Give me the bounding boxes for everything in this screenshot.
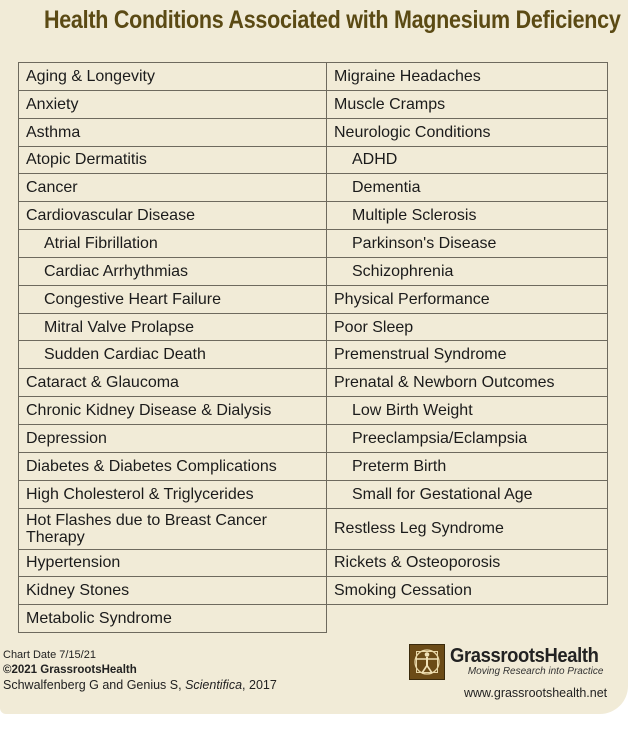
table-cell: Sudden Cardiac Death [19,341,327,369]
chart-date: Chart Date 7/15/21 [3,649,96,661]
table-cell: Atopic Dermatitis [19,146,327,174]
table-cell: Diabetes & Diabetes Complications [19,452,327,480]
table-cell: Asthma [19,118,327,146]
table-cell: Preterm Birth [327,452,608,480]
table-row [19,285,608,313]
table-cell: Small for Gestational Age [327,480,608,508]
website-link[interactable]: www.grassrootshealth.net [464,686,608,700]
conditions-table [18,62,608,633]
table-cell: Neurologic Conditions [327,118,608,146]
table-cell: Poor Sleep [327,313,608,341]
table-cell: Cardiovascular Disease [19,202,327,230]
table-row [19,202,608,230]
table-row [19,63,608,91]
logo-name: GrassrootsHealth [450,645,599,667]
table-cell: Cancer [19,174,327,202]
table-row [19,605,608,633]
vitruvian-man-icon [409,644,445,680]
table-row [19,480,608,508]
table-cell: Muscle Cramps [327,90,608,118]
citation-year: , 2017 [242,678,277,692]
table-cell: Cataract & Glaucoma [19,369,327,397]
empty-cell [327,605,608,633]
logo-text [450,646,611,678]
table-cell: Atrial Fibrillation [19,230,327,258]
table-cell: Hypertension [19,549,327,577]
table-row [19,257,608,285]
table-row [19,90,608,118]
table-cell: Metabolic Syndrome [19,605,327,633]
table-row [19,452,608,480]
table-cell: Premenstrual Syndrome [327,341,608,369]
table-cell: High Cholesterol & Triglycerides [19,480,327,508]
table-cell: Smoking Cessation [327,577,608,605]
table-cell: Dementia [327,174,608,202]
footer-credits [3,648,277,693]
table-cell: Prenatal & Newborn Outcomes [327,369,608,397]
table-cell: Restless Leg Syndrome [327,508,608,549]
table-cell: Low Birth Weight [327,397,608,425]
citation-journal: Scientifica [185,678,243,692]
table-row [19,174,608,202]
table-row [19,508,608,549]
table-cell: Preeclampsia/Eclampsia [327,424,608,452]
table-row [19,397,608,425]
table-cell: Migraine Headaches [327,63,608,91]
table-cell: Aging & Longevity [19,63,327,91]
table-cell: Cardiac Arrhythmias [19,257,327,285]
table-cell: Parkinson's Disease [327,230,608,258]
table-cell: Chronic Kidney Disease & Dialysis [19,397,327,425]
table-row [19,369,608,397]
table-cell: Mitral Valve Prolapse [19,313,327,341]
logo-tagline: Moving Research into Practice [467,666,604,677]
table-row [19,230,608,258]
table-row [19,146,608,174]
table-cell: Depression [19,424,327,452]
grassroots-logo[interactable] [409,644,611,680]
table-cell: Multiple Sclerosis [327,202,608,230]
table-cell: Anxiety [19,90,327,118]
citation-authors: Schwalfenberg G and Genius S, [3,678,186,692]
table-row [19,118,608,146]
table-row [19,549,608,577]
copyright: ©2021 GrassrootsHealth [3,664,137,676]
table-row [19,577,608,605]
table-row [19,424,608,452]
table-cell: Kidney Stones [19,577,327,605]
table-cell: Physical Performance [327,285,608,313]
table-cell: Congestive Heart Failure [19,285,327,313]
citation [3,678,277,693]
table-cell: Schizophrenia [327,257,608,285]
page-title: Health Conditions Associated with Magnesium Deficiency [43,6,621,34]
table-cell: ADHD [327,146,608,174]
table-row [19,313,608,341]
table-row [19,341,608,369]
table-cell: Rickets & Osteoporosis [327,549,608,577]
table-cell: Hot Flashes due to Breast Cancer Therapy [19,508,327,549]
